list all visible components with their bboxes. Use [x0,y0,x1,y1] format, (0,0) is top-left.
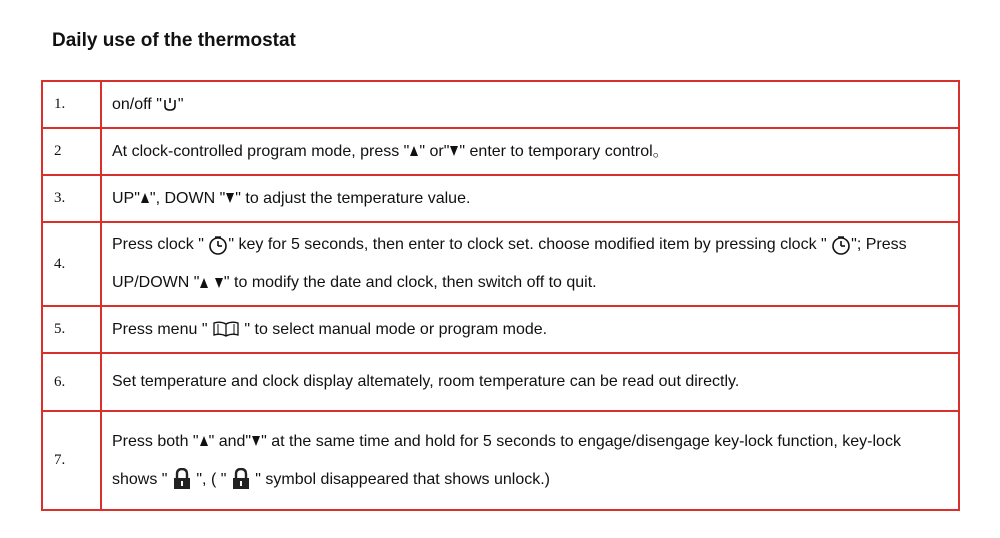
table-row [42,353,959,411]
up-arrow-icon [140,192,150,204]
up-arrow-icon [199,435,209,447]
down-arrow-icon [225,192,235,204]
text-segment: Press menu " [112,320,212,338]
text-segment: " [177,95,184,113]
down-arrow-icon [214,277,224,289]
text-line [112,264,952,302]
text-line [112,423,952,461]
power-icon [162,96,178,112]
text-line [112,226,952,264]
row-number: 1. [42,81,101,128]
row-number: 5. [42,306,101,353]
clock-icon [831,235,851,255]
text-segment: " or" [419,142,450,160]
row-number: 4. [42,222,101,306]
row-text [101,175,959,222]
up-arrow-icon [409,145,419,157]
text-segment: shows " [112,470,172,488]
book-menu-icon [212,320,240,338]
clock-icon [208,235,228,255]
table-row [42,175,959,222]
text-segment: " and" [208,432,252,450]
row-number: 2 [42,128,101,175]
text-segment: " to adjust the temperature value. [235,189,471,207]
text-segment: "; Press [851,236,907,253]
lock-icon [231,468,251,490]
text-segment: " to select manual mode or program mode. [239,320,548,338]
row-number: 7. [42,411,101,510]
row-number: 3. [42,175,101,222]
text-segment: " key for 5 seconds, then enter to clock set. choose modified item by pressing clock " [228,236,832,253]
row-text [101,222,959,306]
text-segment: " symbol disappeared that shows unlock.) [250,470,551,488]
text-segment: " enter to temporary control。 [459,142,669,160]
text-line [112,461,952,499]
row-text [101,128,959,175]
text-segment: " to modify the date and clock, then switch off to quit. [223,274,597,291]
down-arrow-icon [251,435,261,447]
table-row [42,128,959,175]
lock-icon [172,468,192,490]
row-number: 6. [42,353,101,411]
table-row [42,411,959,510]
row-text: Set temperature and clock display altemately, room temperature can be read out directly. [101,353,959,411]
table-row [42,222,959,306]
down-arrow-icon [449,145,459,157]
text-segment: ", ( " [191,470,231,488]
instruction-table [41,80,960,511]
text-segment: " at the same time and hold for 5 seconds to engage/disengage key-lock function, key-lock [261,432,901,450]
page-title: Daily use of the thermostat [52,30,296,51]
row-text [101,306,959,353]
text-segment: UP/DOWN " [112,274,200,291]
text-segment: At clock-controlled program mode, press " [112,142,410,160]
row-text [101,81,959,128]
text-segment: Press both " [112,432,199,450]
table-row [42,81,959,128]
text-segment: UP" [112,189,140,207]
text-segment: ", DOWN " [149,189,226,207]
table-row [42,306,959,353]
up-arrow-icon [199,277,209,289]
text-segment: on/off " [112,95,162,113]
text-segment: Press clock " [112,236,209,253]
row-text [101,411,959,510]
